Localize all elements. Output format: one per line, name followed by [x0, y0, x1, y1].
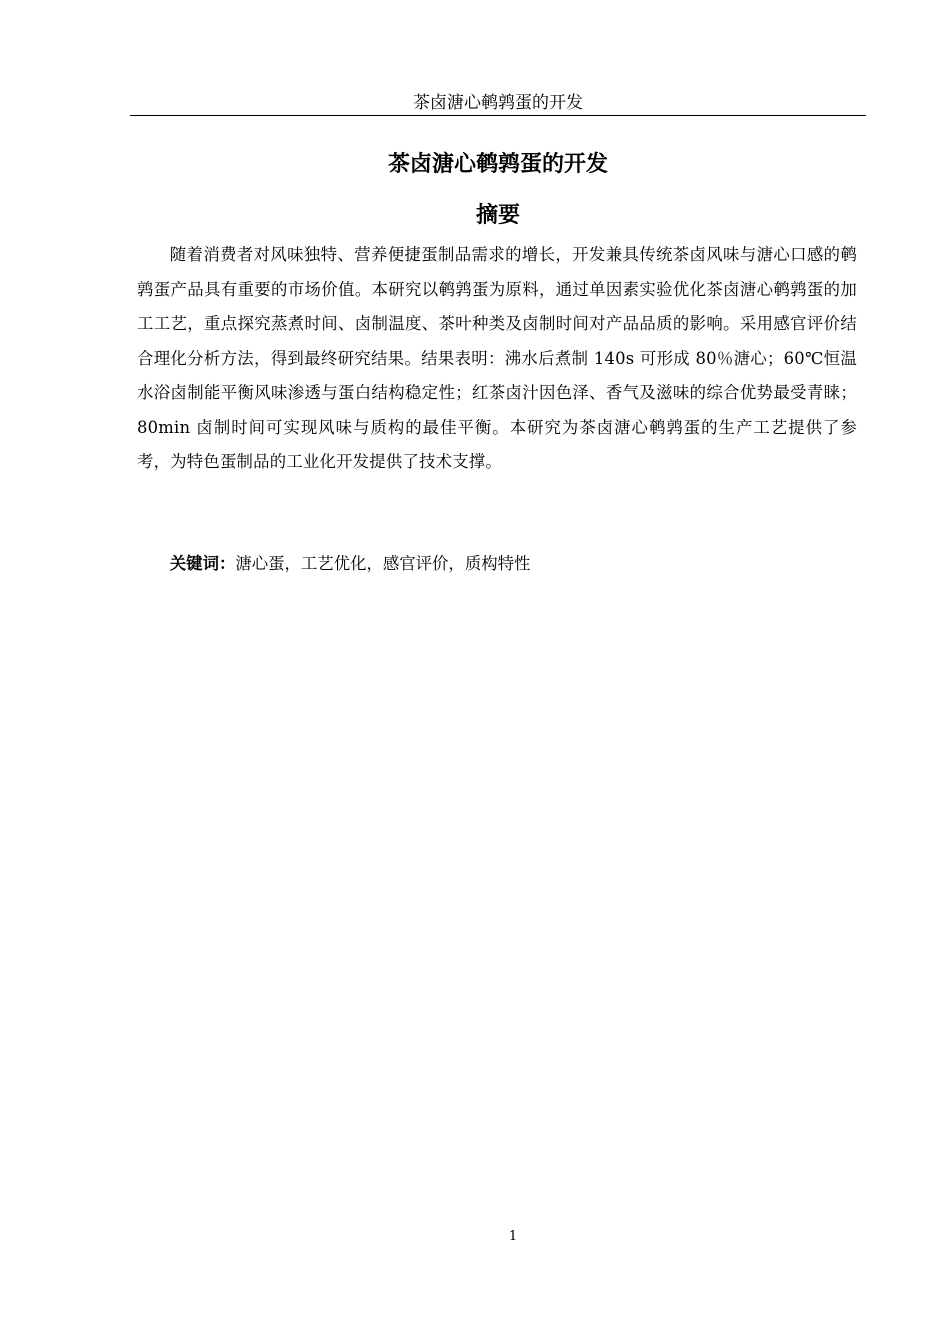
abstract-paragraph: 随着消费者对风味独特、营养便捷蛋制品需求的增长，开发兼具传统茶卤风味与溏心口感的鹌鹑蛋产品具有重要的市场价值。本研究以鹌鹑蛋为原料，通过单因素实验优化茶卤溏心鹌鹑蛋的加工工艺，重点探究蒸煮时间、卤制温度、茶叶种类及卤制时间对产品品质的影响。采用感官评价结合理化分析方法，得到最终研究结果。结果表明：沸水后煮制 140s 可形成 80％溏心；60℃恒温水浴卤制能平衡风味渗透与蛋白结构稳定性；红茶卤汁因色泽、香气及滋味的综合优势最受青睐；80min 卤制时间可实现风味与质构的最佳平衡。本研究为茶卤溏心鹌鹑蛋的生产工艺提供了参考，为特色蛋制品的工业化开发提供了技术支撑。: [137, 245, 857, 471]
keywords-line: [137, 547, 857, 582]
abstract-heading: 摘要: [475, 203, 520, 228]
page-number: 1: [508, 1229, 518, 1244]
keywords-label: 关键词：: [169, 554, 236, 573]
running-header: 茶卤溏心鹌鹑蛋的开发: [413, 93, 583, 113]
header-divider: [130, 115, 866, 116]
keywords-list: 溏心蛋，工艺优化，感官评价，质构特性: [235, 554, 531, 573]
paper-title: 茶卤溏心鹌鹑蛋的开发: [387, 152, 608, 177]
